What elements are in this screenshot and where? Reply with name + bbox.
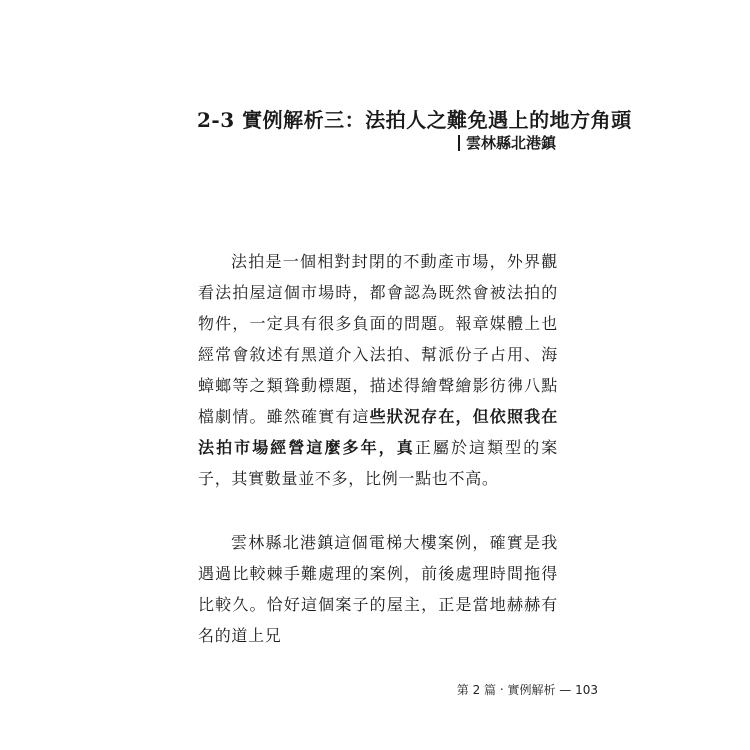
paragraph-1-bold-text: 些狀況存在，但依照我在法拍市場經營這麼多年，真 xyxy=(198,407,558,457)
subtitle-bar xyxy=(458,135,460,151)
paragraph-1-text-end: 正屬於這類型的案子，其實數量並不多，比例一點也不高。 xyxy=(198,438,558,488)
body-text xyxy=(198,246,558,651)
location-label: 雲林縣北港鎮 xyxy=(465,134,556,152)
chapter-title: 2-3 實例解析三：法拍人之難免遇上的地方角頭 xyxy=(197,108,632,132)
paragraph-2: 雲林縣北港鎮這個電梯大樓案例，確實是我遇過比較棘手難處理的案例，前後處理時間拖得比較久。恰好這個案子的屋主，正是當地赫赫有名的道上兄 xyxy=(198,533,558,645)
paragraph-1-text: 法拍是一個相對封閉的不動產市場，外界觀看法拍屋這個市場時，都會認為既然會被法拍的物件，一定具有很多負面的問題。報章媒體上也經常會敘述有黑道介入法拍、幫派份子占用、海蟑螂等之類聳動標題，描述得繪聲繪影彷彿八點檔劇情。雖然確實有這 xyxy=(198,252,558,426)
page-footer: 第 2 篇 ‧ 實例解析 — 103 xyxy=(456,683,598,697)
location-subtitle xyxy=(458,132,556,154)
paragraph-1 xyxy=(198,246,558,494)
